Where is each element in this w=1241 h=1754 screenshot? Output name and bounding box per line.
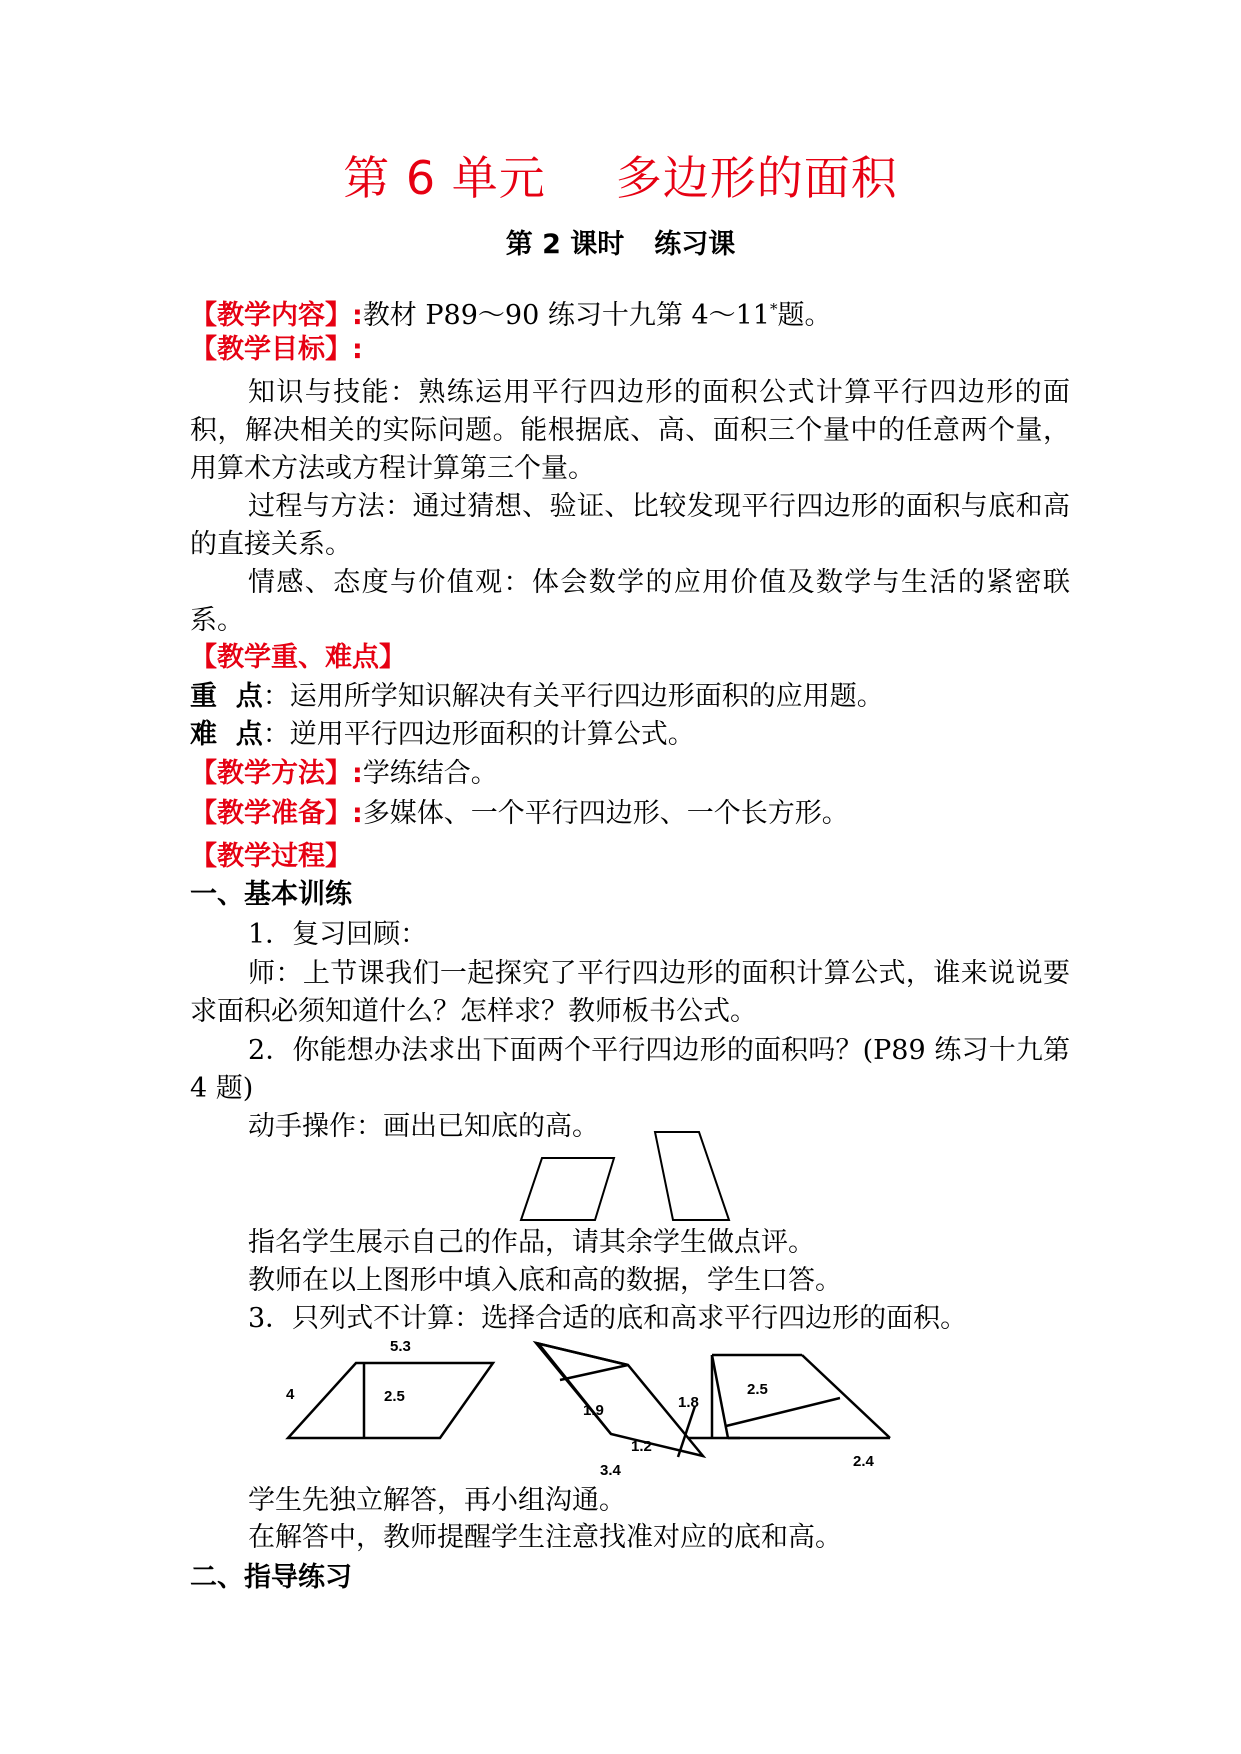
difficulty-line <box>190 718 1070 752</box>
aux-c12 <box>708 1356 892 1438</box>
item-find-area: 2．你能想办法求出下面两个平行四边形的面积吗？(P89 练习十九第 4 题) <box>190 1035 1070 1104</box>
aux-c3 <box>716 1356 860 1438</box>
aux-c33 <box>712 1355 890 1438</box>
measured-parallelograms-figure <box>280 1338 970 1478</box>
aux-c31 <box>712 1355 890 1438</box>
key-points-heading <box>190 641 1070 675</box>
aux-c32 <box>712 1355 890 1438</box>
aux-c18 <box>708 1356 892 1438</box>
aux-c16 <box>708 1356 892 1438</box>
aux-c10 <box>711 1355 890 1438</box>
label-a-left: 4 <box>286 1386 295 1403</box>
aux-c35 <box>712 1355 890 1438</box>
item-review: 1．复习回顾： <box>248 919 428 950</box>
focus-label: 重 点 <box>190 681 263 712</box>
label-a-top: 5.3 <box>390 1338 411 1355</box>
aux-c13 <box>708 1356 892 1438</box>
focus-line <box>190 680 1070 714</box>
independent-solve: 学生先独立解答，再小组沟通。 <box>248 1485 626 1516</box>
item-formula-only: 3．只列式不计算：选择合适的底和高求平行四边形的面积。 <box>248 1303 968 1334</box>
aux-c14 <box>708 1356 892 1438</box>
aux-c6 <box>712 1356 892 1438</box>
unit-label: 第 6 单元 <box>343 151 546 205</box>
label-c-inner: 2.5 <box>747 1381 768 1398</box>
lesson-type: 练习课 <box>654 229 736 260</box>
parallelograms-figure <box>500 1130 740 1226</box>
label-c-left: 1.8 <box>678 1394 699 1411</box>
label-b-b: 1.2 <box>631 1438 652 1455</box>
difficulty-label: 难 点 <box>190 719 263 750</box>
student-showcase: 指名学生展示自己的作品，请其余学生做点评。 <box>248 1227 815 1258</box>
teaching-process-label: 【教学过程】 <box>190 841 352 872</box>
edge-b-left <box>538 1343 611 1434</box>
goal-knowledge: 知识与技能：熟练运用平行四边形的面积公式计算平行四边形的面积，解决相关的实际问题。能根据底、高、面积三个量中的任意两个量，用算术方法或方程计算第三个量。 <box>190 377 1070 484</box>
aux-c22 <box>717 1356 890 1438</box>
teaching-goals-label: 【教学目标】: <box>190 334 363 365</box>
parallelogram-tall <box>655 1132 729 1220</box>
aux-c28 <box>712 1355 890 1438</box>
teaching-prep-label: 【教学准备】: <box>190 798 363 829</box>
topic-label: 多边形的面积 <box>615 151 898 205</box>
height-line-b2 <box>678 1406 695 1457</box>
teaching-method-label: 【教学方法】: <box>190 758 363 789</box>
goal-process: 过程与方法：通过猜想、验证、比较发现平行四边形的面积与底和高的直接关系。 <box>190 491 1070 560</box>
teaching-method-text: 学练结合。 <box>362 758 498 789</box>
hands-on-operation: 动手操作：画出已知底的高。 <box>248 1111 599 1142</box>
label-c-bottom: 2.4 <box>853 1453 874 1470</box>
aux-c21 <box>716 1356 890 1438</box>
teaching-content-label: 【教学内容】: <box>190 300 363 331</box>
aux-c24 <box>718 1356 890 1438</box>
aux-c30 <box>712 1355 890 1438</box>
edge-c-right <box>802 1355 890 1438</box>
aux-b3 <box>644 1370 680 1435</box>
label-b-bottom: 3.4 <box>600 1462 621 1478</box>
parallelogram-wide <box>521 1158 614 1220</box>
difficulty-text: ：逆用平行四边形面积的计算公式。 <box>262 719 695 750</box>
lesson-subtitle <box>0 228 1241 262</box>
lesson-number: 第 2 课时 <box>505 229 625 260</box>
aux-c11 <box>710 1356 892 1438</box>
section-basic-training: 一、基本训练 <box>190 879 352 910</box>
teaching-process-heading <box>190 840 1070 874</box>
aux-c27 <box>712 1355 890 1438</box>
aux-c20 <box>710 1356 890 1438</box>
aux-c2 <box>712 1356 910 1438</box>
teaching-content <box>190 292 1070 333</box>
label-a-inner: 2.5 <box>384 1388 405 1405</box>
teacher-reminder: 在解答中，教师提醒学生注意找准对应的底和高。 <box>248 1522 842 1553</box>
aux-c4 <box>777 1338 940 1434</box>
page-title <box>0 150 1241 206</box>
aux-c34 <box>712 1355 890 1438</box>
teaching-goals-heading <box>190 333 1070 367</box>
aux-c25 <box>710 1355 890 1438</box>
teacher-prompt: 师：上节课我们一起探究了平行四边形的面积计算公式，谁来说说要求面积必须知道什么？怎样求？教师板书公式。 <box>190 958 1070 1027</box>
aux-c26 <box>712 1355 890 1438</box>
height-line-c2 <box>726 1398 840 1426</box>
teaching-prep-text: 多媒体、一个平行四边形、一个长方形。 <box>362 798 849 829</box>
focus-text: ：运用所学知识解决有关平行四边形面积的应用题。 <box>262 681 884 712</box>
aux-c8 <box>711 1355 889 1438</box>
aux-c5 <box>711 1356 890 1438</box>
aux-c17 <box>708 1356 892 1438</box>
goal-emotion: 情感、态度与价值观：体会数学的应用价值及数学与生活的紧密联系。 <box>190 567 1070 636</box>
aux-c15 <box>708 1356 892 1438</box>
edge-c-left <box>712 1355 728 1438</box>
teaching-content-end: 题。 <box>777 300 832 331</box>
aux-c9 <box>711 1355 890 1438</box>
asterisk-mark: * <box>769 300 778 318</box>
section-guided-practice: 二、指导练习 <box>190 1562 352 1593</box>
teaching-method <box>190 757 1070 791</box>
aux-c29 <box>717 1355 892 1438</box>
aux-c7 <box>711 1355 889 1438</box>
aux-c19 <box>710 1356 890 1438</box>
teacher-fill-data: 教师在以上图形中填入底和高的数据，学生口答。 <box>248 1265 842 1296</box>
parallelogram-c <box>688 1355 890 1438</box>
key-points-label: 【教学重、难点】 <box>190 642 406 673</box>
aux-c23 <box>717 1356 890 1438</box>
height-line-b1 <box>560 1365 628 1380</box>
teaching-prep <box>190 797 1070 831</box>
aux-c <box>712 1356 890 1438</box>
teaching-content-text: 教材 P89～90 练习十九第 4～11 <box>362 300 770 331</box>
label-b-a: 1.9 <box>583 1402 604 1419</box>
